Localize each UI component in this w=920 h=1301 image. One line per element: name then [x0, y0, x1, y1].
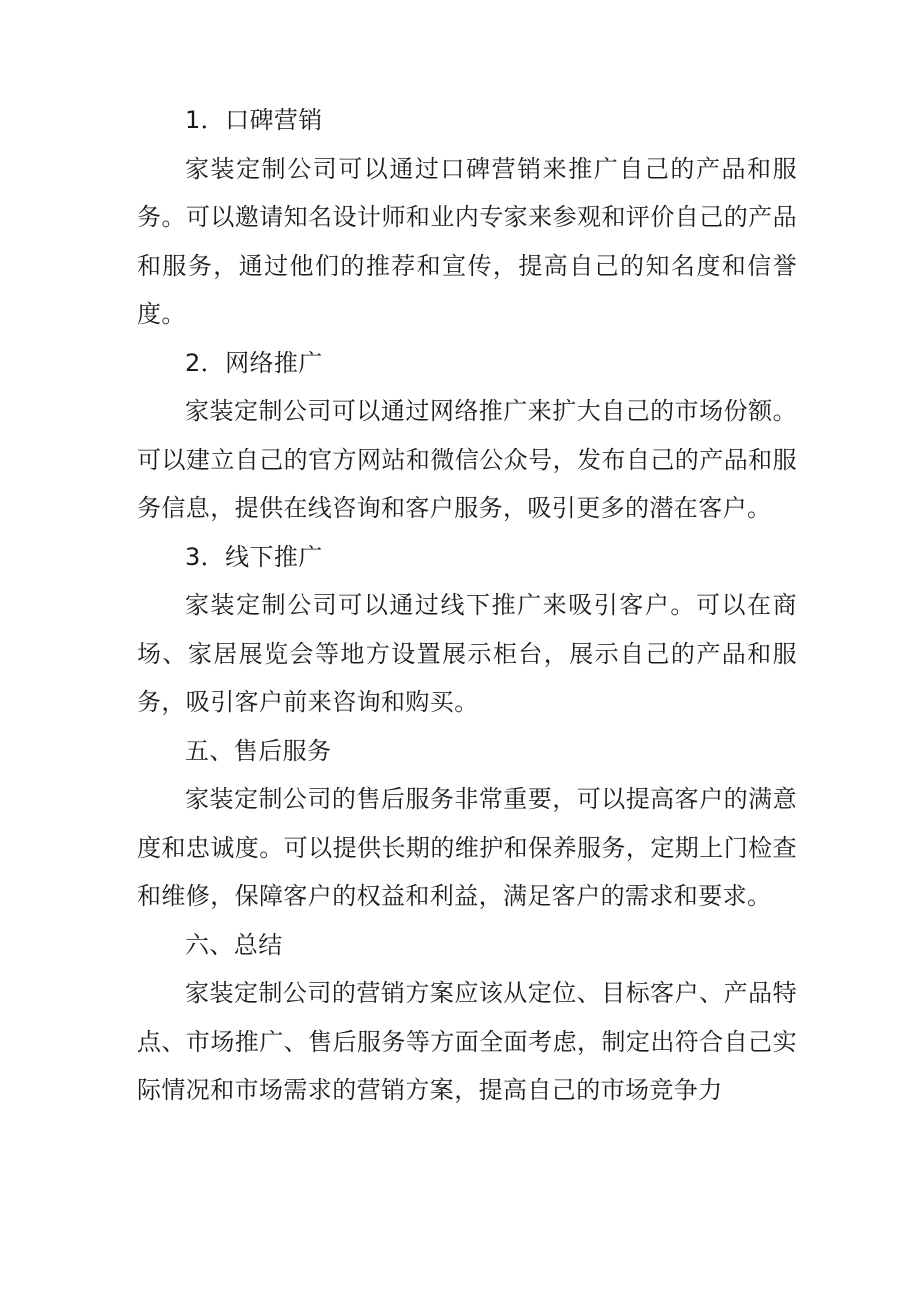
document-body: [137, 96, 797, 1115]
section-heading-summary: 六、总结: [185, 930, 283, 959]
section-heading-offline-promotion: 3．线下推广: [185, 542, 323, 571]
paragraph-summary: 家装定制公司的营销方案应该从定位、目标客户、产品特点、市场推广、售后服务等方面全面考虑，制定出符合自己实际情况和市场需求的营销方案，提高自己的市场竞争力: [137, 979, 797, 1104]
section-heading-after-sales: 五、售后服务: [185, 736, 332, 765]
section-heading-online-promotion: 2．网络推广: [185, 348, 323, 377]
paragraph-offline-promotion: 家装定制公司可以通过线下推广来吸引客户。可以在商场、家居展览会等地方设置展示柜台，展示自己的产品和服务，吸引客户前来咨询和购买。: [137, 591, 797, 716]
paragraph-after-sales: 家装定制公司的售后服务非常重要，可以提高客户的满意度和忠诚度。可以提供长期的维护和保养服务，定期上门检查和维修，保障客户的权益和利益，满足客户的需求和要求。: [137, 785, 797, 910]
paragraph-word-of-mouth: 家装定制公司可以通过口碑营销来推广自己的产品和服务。可以邀请知名设计师和业内专家来参观和评价自己的产品和服务，通过他们的推荐和宣传，提高自己的知名度和信誉度。: [137, 154, 797, 328]
paragraph-online-promotion: 家装定制公司可以通过网络推广来扩大自己的市场份额。可以建立自己的官方网站和微信公众号，发布自己的产品和服务信息，提供在线咨询和客户服务，吸引更多的潜在客户。: [137, 397, 797, 522]
section-heading-word-of-mouth: 1．口碑营销: [185, 106, 323, 134]
